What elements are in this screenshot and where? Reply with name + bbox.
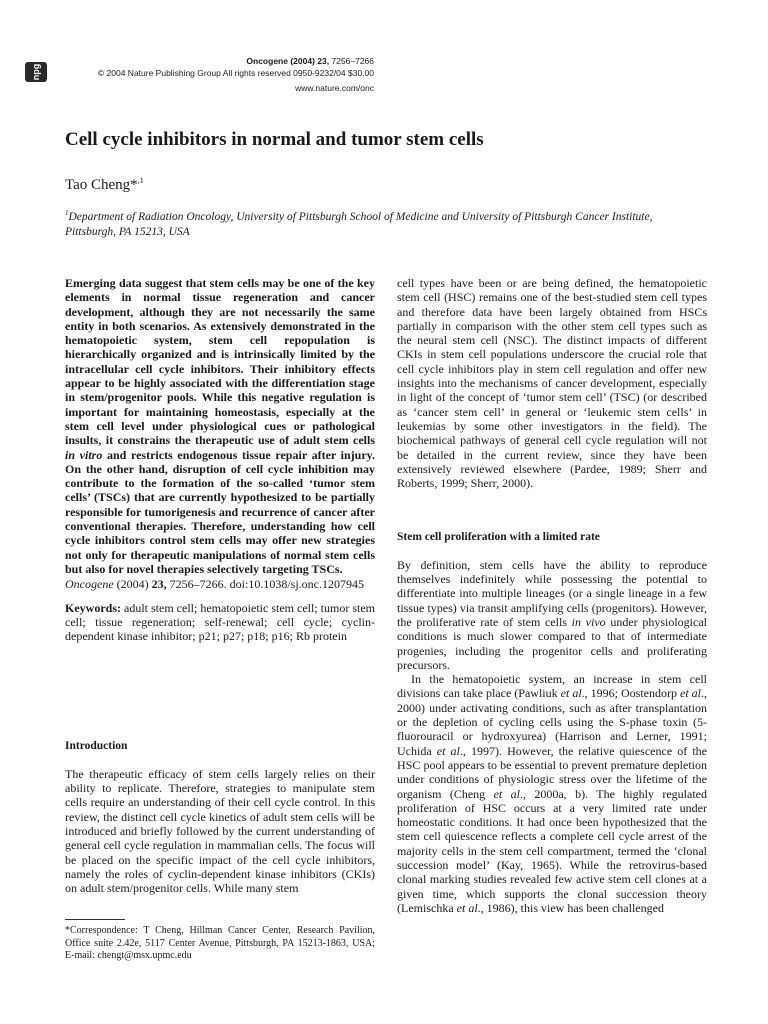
journal-url[interactable]: www.nature.com/onc xyxy=(295,83,374,93)
keywords-label: Keywords: xyxy=(65,600,121,615)
para3-text-d: ., 1997). However, the relative quiescence of the HSC pool appears to be essential to prevent premature depletion under conditions of physiologic stress over the lifetime of the organism (Cheng xyxy=(397,743,708,801)
para3-text-e: ., 2000a, b). The highly regulated proliferation of HSC occurs at a very limited rate under homeostatic conditions. It had once been hypothesized that the stem cell quiescence reflects a complete cell cycle arrest of the majority cells in the stem cell compartment, termed the ‘clonal succession model’ (Kay, 1965). While the retrovirus-based clonal marking studies revealed few active stem cell clones at a given time, which supports the clonal succession theory (Lemischka xyxy=(397,786,707,915)
right-para-2 xyxy=(397,558,707,672)
affiliation xyxy=(65,206,705,240)
para3-text-a: In the hematopoietic system, an increase in stem cell divisions can take place (Pawliuk xyxy=(397,672,707,701)
right-para-1: cell types have been or are being defined, the hematopoietic stem cell (HSC) remains one of the best-studied stem cell types and therefore data have been largely obtained from HSCs partially in comparison with the other stem cell types such as the neural stem cell (NSC). The distinct impacts of different CKIs in stem cell populations underscore the crucial role that cell cycle inhibitors play in stem cell regulation and offer new insights into the mechanisms of cancer development, especially in light of the concept of ‘tumor stem cell’ (TSC) (or described as ‘cancer stem cell’ in general or ‘leukemic stem cells’ in leukemias by some other investigators in the field). The biochemical pathways of general cell cycle regulation will not be detailed in the current review, since they have been extensively reviewed elsewhere (Pardee, 1989; Sherr and Roberts, 1999; Sherr, 2000). xyxy=(397,276,707,491)
keywords-text: adult stem cell; hematopoietic stem cell; tumor stem cell; tissue regeneration; self-renewal; cell cycle; cyclin-dependent kinase inhibitor; p21; p27; p18; p16; Rb protein xyxy=(65,600,375,644)
etal-3: et al xyxy=(436,743,460,758)
abstract-text-1: Emerging data suggest that stem cells may be one of the key elements in normal tissue regeneration and cancer development, although they are not necessarily the same entity in both scenarios. As extensively demonstrated in the hematopoietic system, stem cell repopulation is hierarchically organized and is intrinsically limited by the intracellular cell cycle inhibitors. Their inhibitory effects appear to be highly associated with the differentiation stage in stem/progenitor pools. While this negative regulation is important for maintaining homeostasis, especially at the stem cell level under physiological cues or pathological insults, it constrains the therapeutic use of adult stem cells xyxy=(65,276,375,448)
para3-text-b: ., 1996; Oostendorp xyxy=(581,686,680,701)
para2-text-b: under physiological conditions is much slower compared to that of intermediate progenies, including the progenitor cells and proliferating precursors. xyxy=(397,614,707,672)
abstract xyxy=(65,276,375,576)
copyright-line: © 2004 Nature Publishing Group All rights reserved 0950-9232/04 $30.00 xyxy=(97,67,374,78)
etal-2: et al xyxy=(680,686,701,701)
journal-name: Oncogene (2004) 23, xyxy=(246,56,330,66)
para2-text-a: By definition, stem cells have the ability to reproduce themselves indefinitely while possessing the potential to differentiate into multiple lineages (or a single lineage in a few tissue types) via transit amplifying cells (progenitors). However, the proliferative rate of stem cells xyxy=(397,557,707,629)
citation-year: (2004) xyxy=(113,577,152,592)
right-para-3 xyxy=(397,672,707,915)
etal-4: et al xyxy=(493,786,520,801)
affiliation-marker: 1 xyxy=(65,209,69,217)
author-affil-marker: ,1 xyxy=(137,176,144,185)
journal-header xyxy=(14,56,374,95)
author-name: Tao Cheng* xyxy=(65,177,138,193)
correspondence-footnote: *Correspondence: T Cheng, Hillman Cancer Center, Research Pavilion, Office suite 2.42e, 5117 Center Avenue, Pittsburgh, PA 15213-1863, USA; E-mail: chengt@msx.upmc.edu xyxy=(65,925,375,962)
article-title: Cell cycle inhibitors in normal and tumor stem cells xyxy=(65,129,484,150)
abstract-italic: in vitro xyxy=(65,447,103,462)
right-column xyxy=(397,276,707,915)
keywords xyxy=(65,601,375,644)
citation xyxy=(65,577,375,591)
etal-1: et al xyxy=(560,686,582,701)
para3-text-c: ., 2000) under activating conditions, such as after transplantation or the depletion of cycling cells using the S-phase toxin (5-fluorouracil or hydroxyurea) (Harrison and Lerner, 1991; Uchida xyxy=(397,686,707,758)
etal-5: et al xyxy=(456,900,478,915)
affiliation-text: Department of Radiation Oncology, University of Pittsburgh School of Medicine and University of Pittsburgh Cancer Institute, Pittsburgh, PA 15213, USA xyxy=(65,210,653,238)
npg-logo: npg xyxy=(25,62,47,82)
intro-text: The therapeutic efficacy of stem cells largely relies on their ability to replicate. Therefore, strategies to manipulate stem cells require an understanding of their cell cycle control. In this review, the distinct cell cycle kinetics of adult stem cells will be introduced and briefly followed by the current understanding of general cell cycle regulation in mammalian cells. The focus will be placed on the specific impact of the cell cycle inhibitors, namely the roles of cyclin-dependent kinase inhibitors (CKIs) on adult stem/progenitor cells. While many stem xyxy=(65,766,375,896)
abstract-text-2: and restricts endogenous tissue repair after injury. On the other hand, disruption of cell cycle inhibition may contribute to the formation of the so-called ‘tumor stem cells’ (TSCs) that are currently hypothesized to be partially responsible for tumorigenesis and recurrence of cancer after conventional therapies. Therefore, understanding how cell cycle inhibitors control stem cells may offer new strategies not only for therapeutic manipulations of normal stem cells but also for novel therapies selectively targeting TSCs. xyxy=(65,447,375,576)
citation-journal: Oncogene xyxy=(65,577,114,592)
citation-volume: 23, xyxy=(151,577,167,592)
para2-italic: in vivo xyxy=(571,614,606,629)
journal-pages: 7256–7266 xyxy=(331,56,374,66)
citation-doi: 7256–7266. doi:10.1038/sj.onc.1207945 xyxy=(166,577,364,592)
section-heading-proliferation: Stem cell proliferation with a limited rate xyxy=(397,531,600,544)
para3-text-f: ., 1986), this view has been challenged xyxy=(477,900,664,915)
left-column xyxy=(65,276,375,963)
author-line xyxy=(65,172,144,194)
intro-heading: Introduction xyxy=(65,740,128,753)
